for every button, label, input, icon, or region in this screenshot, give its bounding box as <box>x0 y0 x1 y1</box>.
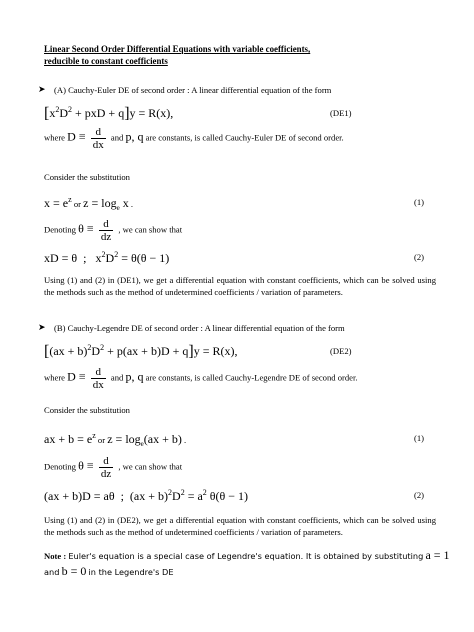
section-b-result: (ax + b)D = aθ ; $(ax + b)^2D^2 = a^2$ θ(θ − 1) <box>44 488 249 503</box>
section-b-subst-tag: (1) <box>414 433 425 443</box>
section-b-equation: $[(ax + b)^2D^2 + p(ax + b)D + q]y = R(x)$, <box>44 343 238 360</box>
denoting-suffix: , we can show that <box>118 461 183 472</box>
section-b-denoting: Denoting θ ≡ $\frac{d}{dz}$ , we can show that <box>44 455 183 480</box>
section-a-where-line: where D ≡ $\frac{d}{dx}$ and p, q are constants, is called Cauchy-Euler DE of second order. <box>44 126 344 151</box>
section-a-using-text: Using (1) and (2) in (DE1), we get a differential equation with constant coefficients, which can be solved using the methods such as the method of undetermined coefficients / variation of parameters. <box>44 275 436 297</box>
where-suffix: are constants, is called Cauchy-Legendre DE of second order. <box>145 372 358 383</box>
section-a-heading: (A) Cauchy-Euler DE of second order : A linear differential equation of the form <box>54 85 332 95</box>
document-title-line1: Linear Second Order Differential Equations with variable coefficients, <box>44 44 311 54</box>
section-a-consider: Consider the substitution <box>44 172 130 182</box>
where-label: where <box>44 372 65 383</box>
section-b-using-text: Using (1) and (2) in (DE2), we get a differential equation with constant coefficients, which can be solved using the methods such as the method of undetermined coefficients / variation of parameters. <box>44 515 436 537</box>
note-label: Note : <box>44 551 67 561</box>
section-b-consider: Consider the substitution <box>44 405 130 415</box>
note-text: Euler's equation is a special case of Legendre's equation. It is obtained by substituting <box>68 551 424 561</box>
document-title-line2: reducible to constant coefficients <box>44 56 168 66</box>
d-dz-fraction: $\frac{d}{dz}$ <box>100 218 112 243</box>
denoting-suffix: , we can show that <box>118 224 183 235</box>
section-a-denoting: Denoting θ ≡ $\frac{d}{dz}$ , we can show that <box>44 218 183 243</box>
section-a-show-tag: (2) <box>414 252 425 262</box>
note-and: and <box>44 567 60 577</box>
note-line2: and b = 0 in the Legendre's DE <box>44 564 174 578</box>
note-text-end: in the Legendre's DE <box>88 567 174 577</box>
where-suffix: are constants, is called Cauchy-Euler DE of second order. <box>145 132 344 143</box>
denoting-label: Denoting <box>44 461 76 472</box>
section-b-heading: (B) Cauchy-Legendre DE of second order : A linear differential equation of the form <box>54 323 345 333</box>
d-dx-fraction: $\frac{d}{dx}$ <box>92 126 104 151</box>
section-b-substitution: ax + $b = e^z$ or $z = \log_e(ax + b)$ . <box>44 431 187 448</box>
section-a-eq-tag: (DE1) <box>330 108 352 118</box>
where-label: where <box>44 132 65 143</box>
or-label: or <box>73 199 81 209</box>
bullet-arrow-icon: ➤ <box>38 84 46 94</box>
section-a-equation: [$x^2D^2$ + pxD + q]y = R(x), <box>44 105 174 122</box>
bullet-arrow-icon: ➤ <box>38 322 46 332</box>
section-a-subst-tag: (1) <box>414 197 425 207</box>
or-label: or <box>97 435 106 445</box>
d-dz-fraction: $\frac{d}{dz}$ <box>100 455 112 480</box>
section-b-eq-tag: (DE2) <box>330 346 352 356</box>
section-b-where-line: where D ≡ $\frac{d}{dx}$ and p, q are constants, is called Cauchy-Legendre DE of second order. <box>44 366 358 391</box>
denoting-label: Denoting <box>44 224 76 235</box>
section-b-show-tag: (2) <box>414 490 425 500</box>
section-a-result: xD = θ ; $x^2D^2 = \theta(\theta - 1)$ <box>44 250 170 265</box>
d-dx-fraction: $\frac{d}{dx}$ <box>92 366 104 391</box>
section-a-substitution: $x = e^z$ or $z = \log_e x$ . <box>44 195 133 212</box>
note-line1: Note : Euler's equation is a special case of Legendre's equation. It is obtained by substituting a = 1 <box>44 548 450 562</box>
